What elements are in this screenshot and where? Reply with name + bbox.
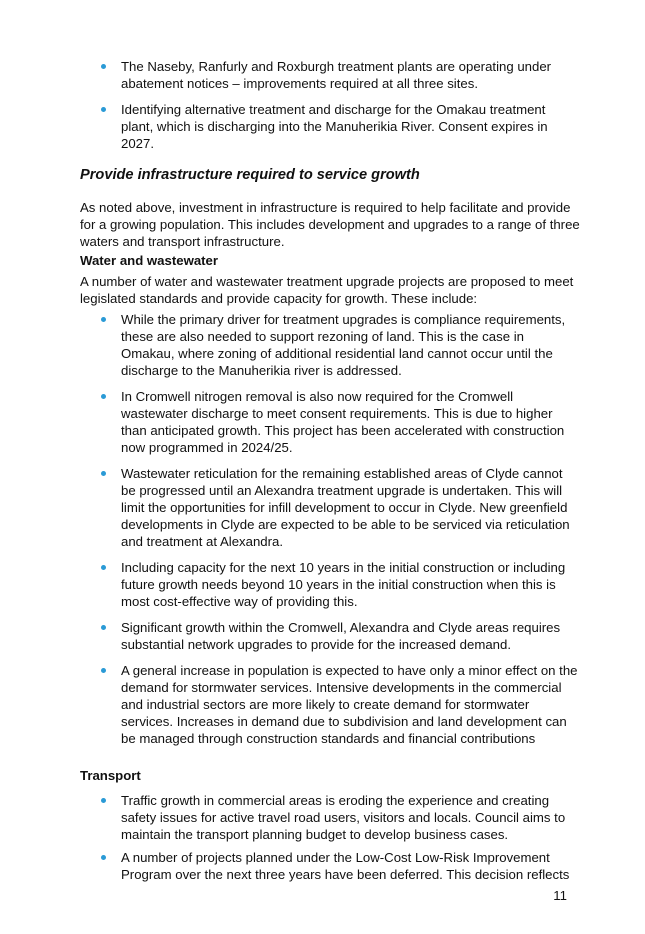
transport-heading: Transport — [80, 768, 141, 783]
transport-bullet-list — [80, 792, 580, 883]
water-heading: Water and wastewater — [80, 253, 219, 268]
bullet-icon — [101, 107, 106, 112]
list-item: Wastewater reticulation for the remaining established areas of Clyde cannot be progressed until an Alexandra treatment upgrade is undertaken. This will limit the opportunities for infill development to occur in Clyde. New greenfield developments in Clyde are expected to be able to be serviced via reticulation and treatment at Alexandra. — [80, 465, 580, 550]
list-item: Including capacity for the next 10 years in the initial construction or including future growth needs beyond 10 years in the initial construction when this is most cost-effective way of providing this. — [80, 559, 580, 610]
list-item: Traffic growth in commercial areas is eroding the experience and creating safety issues for active travel road users, visitors and locals. Council aims to maintain the transport planning budget to develop business cases. — [80, 792, 580, 843]
bullet-icon — [101, 317, 106, 322]
bullet-icon — [101, 394, 106, 399]
list-item: Significant growth within the Cromwell, Alexandra and Clyde areas requires substantial network upgrades to provide for the increased demand. — [80, 619, 580, 653]
water-bullet-list — [80, 311, 580, 764]
bullet-icon — [101, 855, 106, 860]
bullet-icon — [101, 668, 106, 673]
list-item: A number of projects planned under the Low-Cost Low-Risk Improvement Program over the next three years have been deferred. This decision reflects — [80, 849, 580, 883]
section-intro: As noted above, investment in infrastructure is required to help facilitate and provide for a growing population. This includes development and upgrades to a range of three waters and transport infrastructure. — [80, 200, 580, 249]
list-item: Identifying alternative treatment and discharge for the Omakau treatment plant, which is discharging into the Manuherikia River. Consent expires in 2027. — [80, 101, 580, 152]
section-heading: Provide infrastructure required to service growth — [80, 167, 420, 183]
bullet-icon — [101, 565, 106, 570]
list-item: The Naseby, Ranfurly and Roxburgh treatment plants are operating under abatement notices – improvements required at all three sites. — [80, 58, 580, 92]
top-bullet-list — [80, 58, 580, 152]
bullet-icon — [101, 471, 106, 476]
bullet-icon — [101, 798, 106, 803]
page-number: 11 — [553, 888, 567, 903]
bullet-icon — [101, 64, 106, 69]
bullet-icon — [101, 625, 106, 630]
list-item: While the primary driver for treatment upgrades is compliance requirements, these are also needed to support rezoning of land. This is the case in Omakau, where zoning of additional residential land cannot occur until the discharge to the Manuherikia river is addressed. — [80, 311, 580, 379]
list-item: In Cromwell nitrogen removal is also now required for the Cromwell wastewater discharge to meet consent requirements. This is due to higher than anticipated growth. This project has been accelerated with construction now programmed in 2024/25. — [80, 388, 580, 456]
list-item: A general increase in population is expected to have only a minor effect on the demand for stormwater services. Intensive developments in the commercial and industrial sectors are more likely to create demand for stormwater services. Increases in demand due to subdivision and land development can be managed through construction standards and financial contributions — [80, 662, 580, 764]
water-intro: A number of water and wastewater treatment upgrade projects are proposed to meet legislated standards and provide capacity for growth. These include: — [80, 274, 574, 306]
